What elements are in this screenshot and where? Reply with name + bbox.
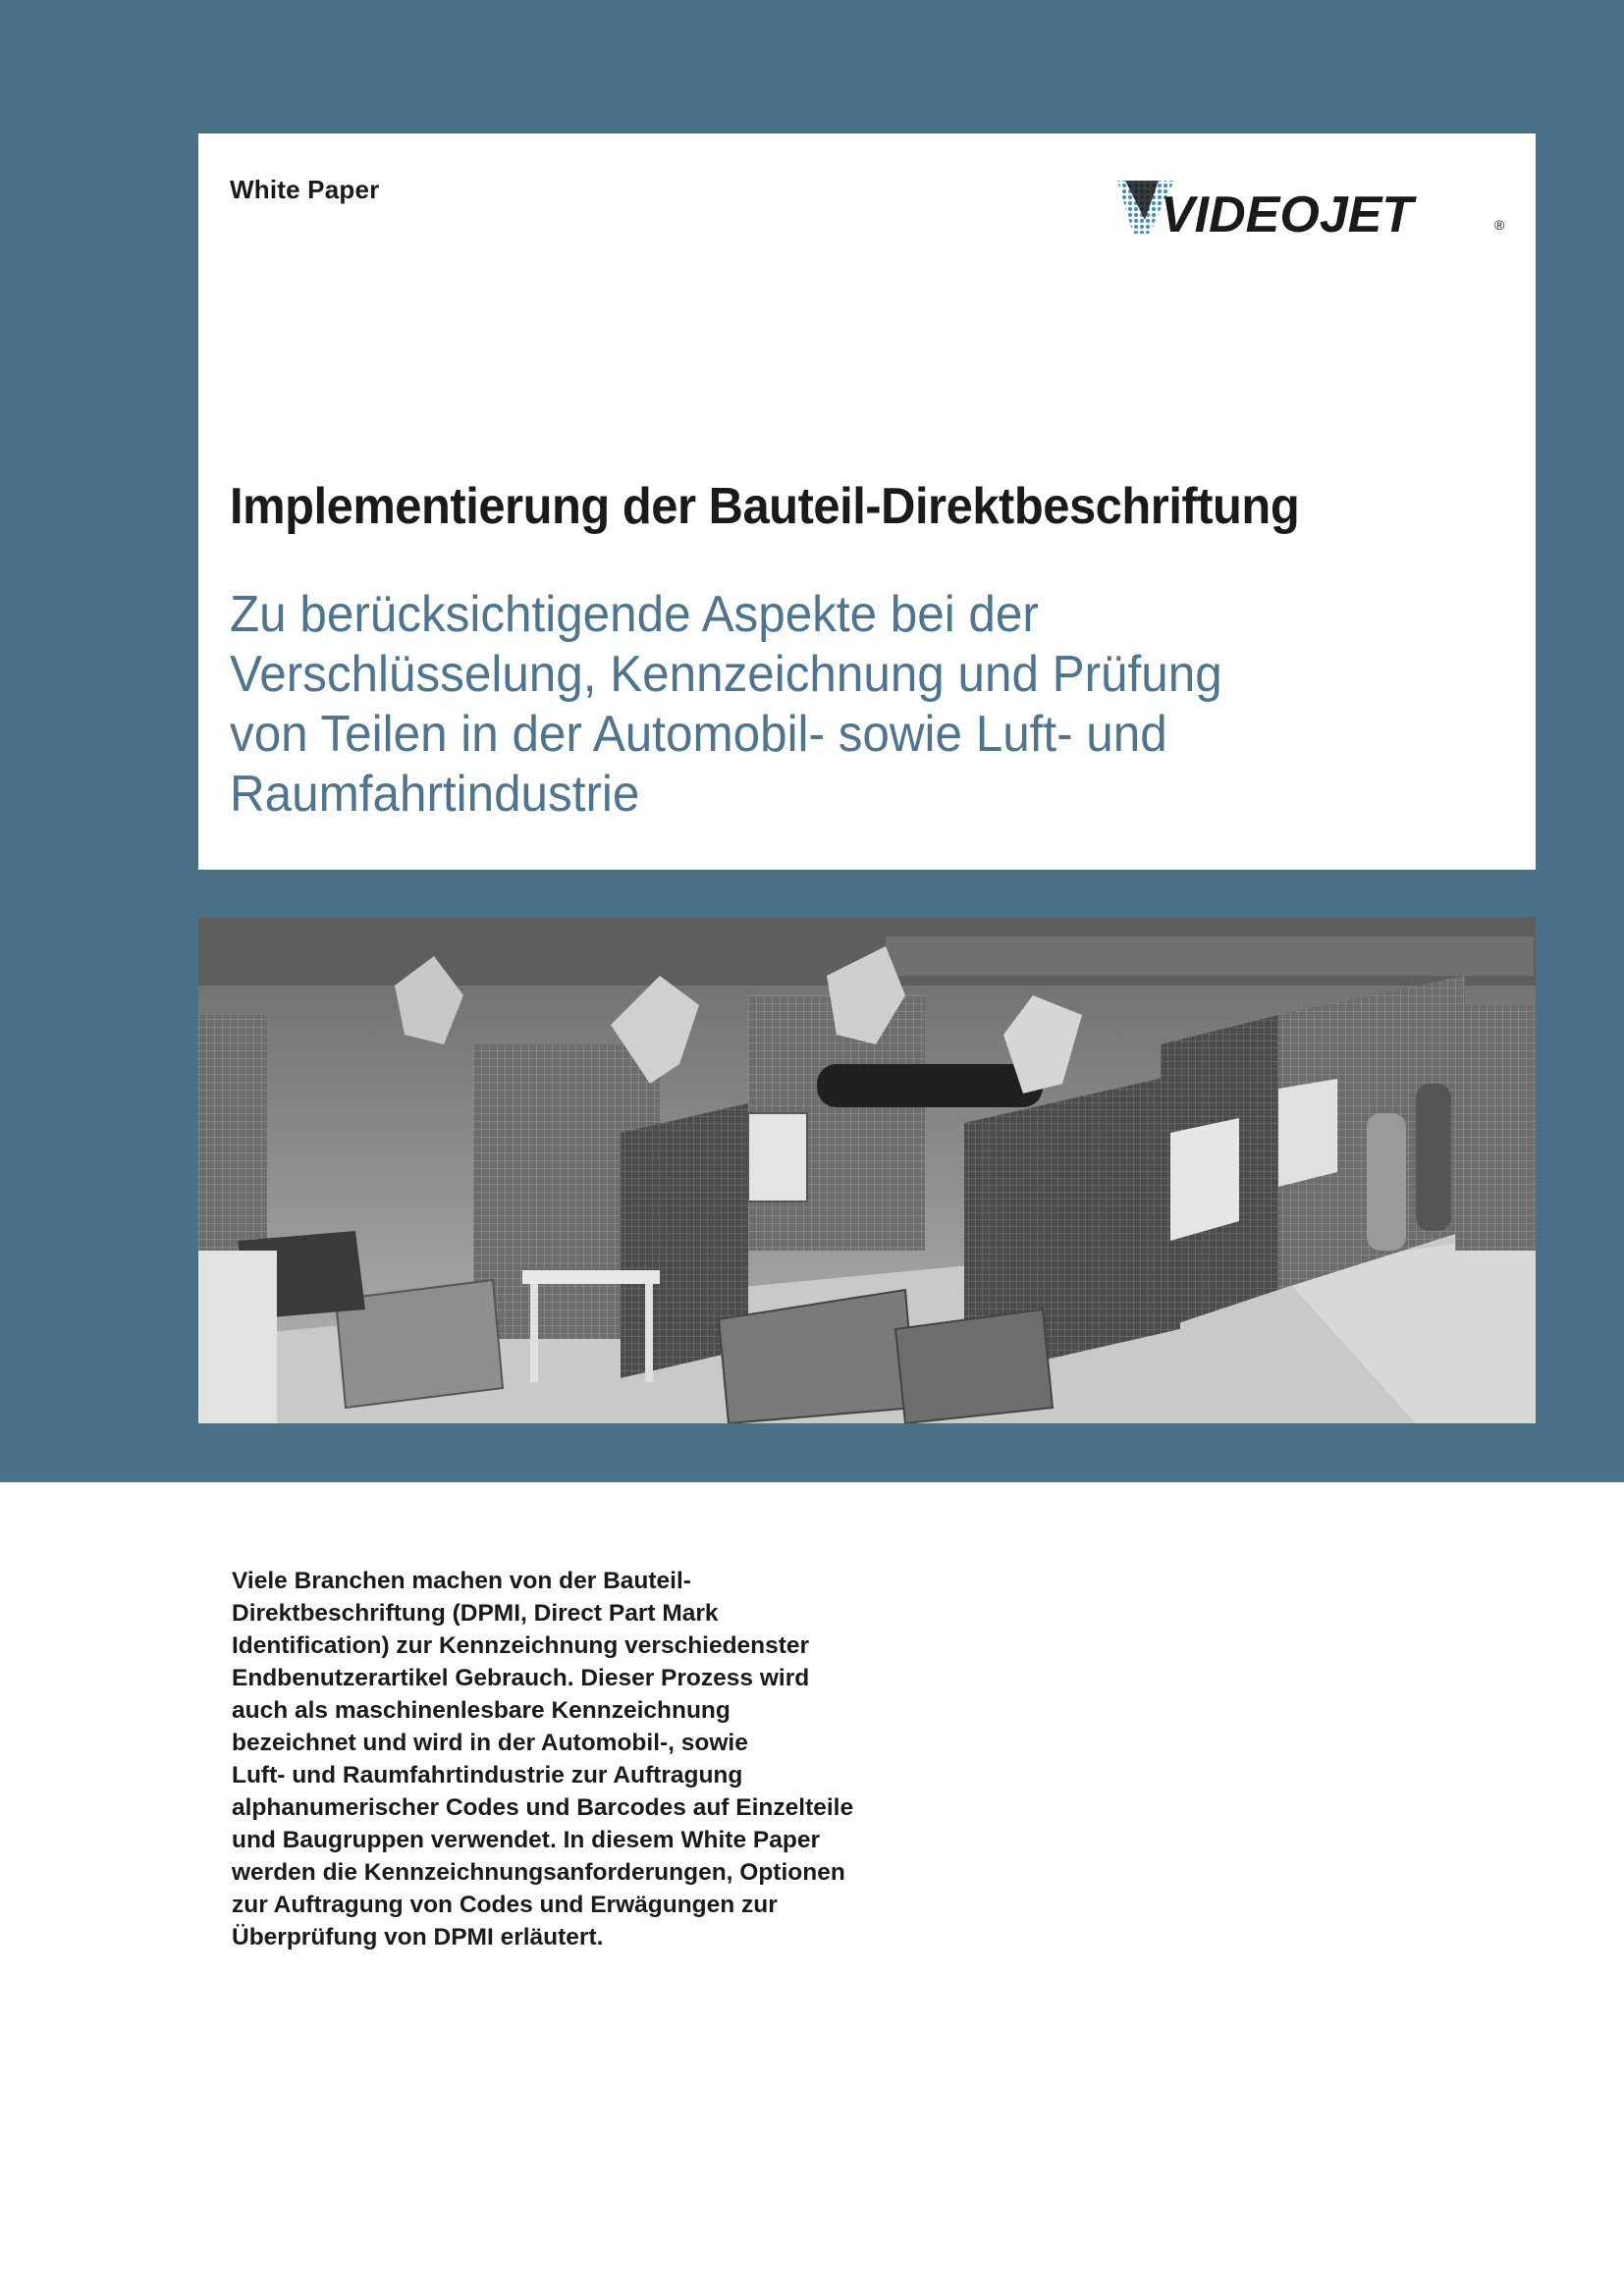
abstract-line: Endbenutzerartikel Gebrauch. Dieser Prozess wird — [232, 1665, 810, 1691]
abstract-line: Viele Branchen machen von der Bauteil- — [232, 1568, 691, 1594]
page-subtitle — [230, 585, 1349, 825]
abstract-line: bezeichnet und wird in der Automobil-, sowie — [232, 1730, 748, 1756]
subtitle-line: Raumfahrtindustrie — [230, 766, 640, 823]
subtitle-line: Zu berücksichtigende Aspekte bei der — [230, 586, 1039, 643]
subtitle-line: Verschlüsselung, Kennzeichnung und Prüfung — [230, 646, 1222, 703]
abstract-line: und Baugruppen verwendet. In diesem White Paper — [232, 1827, 820, 1853]
factory-robot-cells-photo-icon — [198, 917, 1536, 1423]
document-type-label: White Paper — [230, 175, 380, 204]
abstract-line: auch als maschinenlesbare Kennzeichnung — [232, 1697, 731, 1724]
logo-wordmark: VIDEOJET — [1161, 187, 1414, 243]
factory-photo — [198, 917, 1536, 1423]
abstract-line: Überprüfung von DPMI erläutert. — [232, 1924, 604, 1950]
abstract-line: werden die Kennzeichnungsanforderungen, Optionen — [232, 1859, 845, 1886]
abstract-line: zur Auftragung von Codes und Erwägungen zur — [232, 1892, 778, 1918]
subtitle-line: von Teilen in der Automobil- sowie Luft- und — [230, 706, 1167, 763]
abstract-paragraph — [232, 1565, 919, 1953]
videojet-logo — [1115, 177, 1508, 245]
abstract-line: Direktbeschriftung (DPMI, Direct Part Mark — [232, 1600, 719, 1627]
abstract-line: Identification) zur Kennzeichnung verschiedenster — [232, 1632, 810, 1659]
abstract-line: Luft- und Raumfahrtindustrie zur Auftragung — [232, 1762, 743, 1789]
abstract-line: alphanumerischer Codes und Barcodes auf Einzelteile — [232, 1794, 854, 1821]
logo-trademark: ® — [1494, 217, 1505, 233]
page-title: Implementierung der Bauteil-Direktbeschriftung — [230, 478, 1300, 535]
